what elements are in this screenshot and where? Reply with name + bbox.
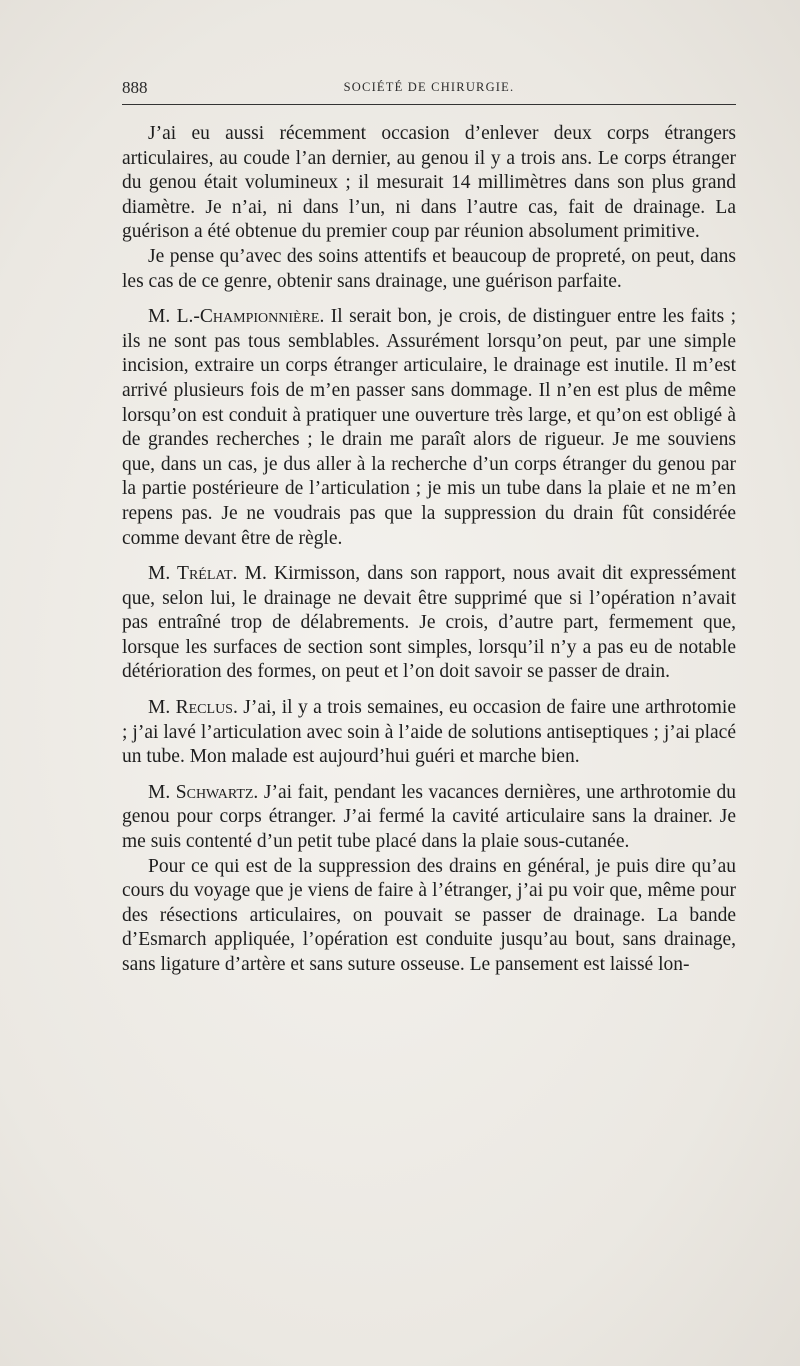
page-number: 888: [122, 78, 148, 97]
paragraph-text: J’ai, il y a trois semaines, eu occasion de faire une arthrotomie ; j’ai lavé l’articulation avec soin à l’aide de solutions antiseptiques ; j’ai placé un tube. Mon malade est aujourd’hui guéri et marche bien.: [122, 697, 736, 768]
paragraph-text: Pour ce qui est de la suppression des drains en général, je puis dire qu’au cours du voyage que je viens de faire à l’étranger, j’ai pu voir que, même pour des résections articulaires, on pouvait se passer de drainage. La bande d’Esmarch appliquée, l’opération est conduite jusqu’au bout, sans drainage, sans ligature d’artère et sans suture osseuse. Le pansement est laissé lon-: [122, 855, 736, 975]
paragraph: [122, 122, 736, 245]
page-header: [122, 78, 736, 100]
speaker-name: M. L.-Championnière.: [148, 306, 325, 328]
speaker-name: M. Trélat.: [148, 563, 238, 585]
running-head: SOCIÉTÉ DE CHIRURGIE.: [343, 80, 515, 94]
paragraph: [122, 305, 736, 551]
paragraph-text: J’ai fait, pendant les vacances dernières, une arthrotomie du genou pour corps étranger. J’ai fermé la cavité articulaire sans la drainer. Je me suis contenté d’un petit tube placé dans la plaie sous-cutanée.: [122, 781, 736, 853]
paragraph: [122, 781, 736, 855]
paragraph: [122, 696, 736, 770]
paragraph-text: J’ai eu aussi récemment occasion d’enlever deux corps étrangers articulaires, au coude l’an dernier, au genou il y a trois ans. Le corps étranger du genou était volumineux ; il mesurait 14 millimètres dans son plus grand diamètre. Je n’ai, ni dans l’un, ni dans l’autre cas, fait de drainage. La guérison a été obtenue du premier coup par réunion absolument primitive.: [122, 123, 736, 243]
paragraph-text: M. Kirmisson, dans son rapport, nous avait dit expressément que, selon lui, le drainage ne devait être supprimé que si l’opération n’avait pas entraîné trop de délabrements. Je crois, d’autre part, fermement que, lorsque les surfaces de section sont simples, lorsqu’il n’y a pas eu de notable détérioration des formes, on peut et l’on doit savoir se passer de drain.: [122, 563, 737, 683]
speaker-name: M. Schwartz.: [148, 781, 259, 803]
paragraph: [122, 855, 736, 978]
paragraph-text: Il serait bon, je crois, de distinguer entre les faits ; ils ne sont pas tous semblables. Assurément lorsqu’on peut, par une simple incision, extraire un corps étranger articulaire, le drainage est inutile. Il m’est arrivé plusieurs fois de m’en passer sans dommage. Il n’en est plus de même lorsqu’on est conduit à pratiquer une ouverture très large, et qu’on est obligé à de grandes recherches ; le drain me paraît alors de rigueur. Je me souviens que, dans un cas, je dus aller à la recherche d’un corps étranger du genou par la partie postérieure de l’articulation ; je mis un tube dans la plaie et ne m’en repens pas. Je ne voudrais pas que la suppression du drain fût considérée comme devant être de règle.: [122, 306, 736, 549]
body-text: [122, 122, 736, 978]
paragraph-text: Je pense qu’avec des soins attentifs et beaucoup de propreté, on peut, dans les cas de ce genre, obtenir sans drainage, une guérison parfaite.: [122, 245, 736, 292]
speaker-name: M. Reclus.: [148, 697, 238, 719]
header-rule: [122, 104, 736, 105]
paragraph: [122, 245, 736, 294]
paragraph: [122, 562, 736, 685]
